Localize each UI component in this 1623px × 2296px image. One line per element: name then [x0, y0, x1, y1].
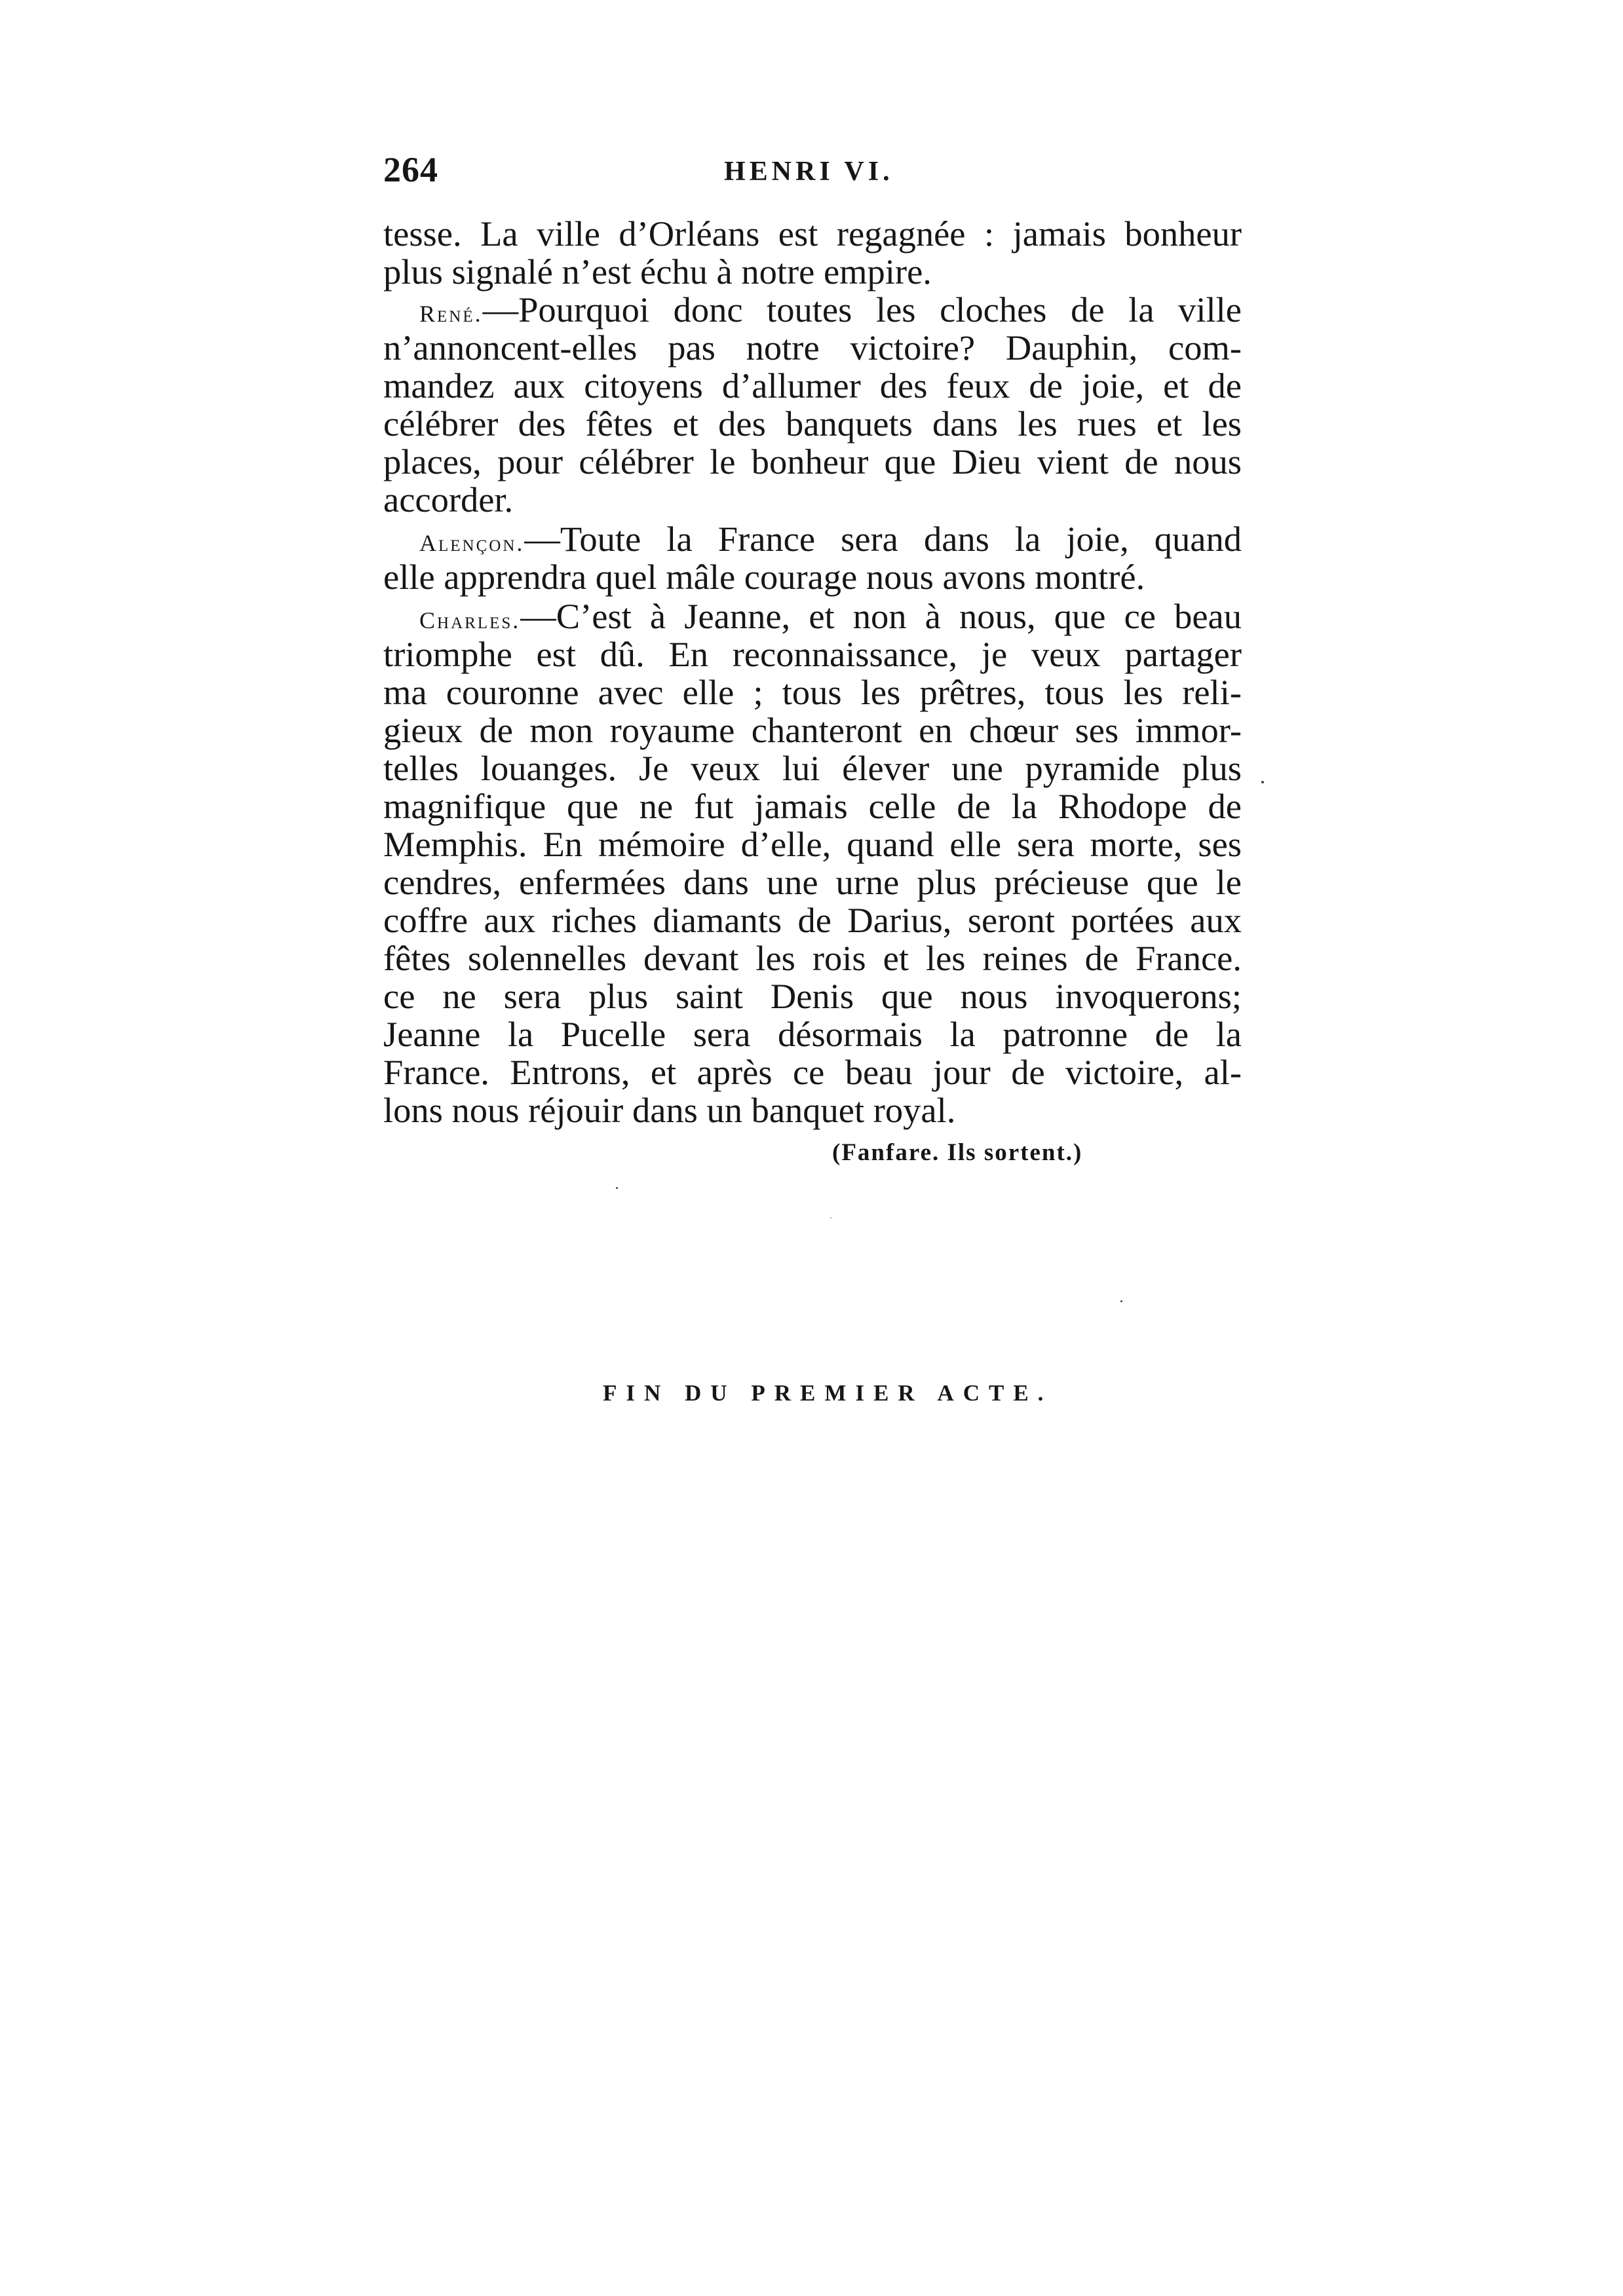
- text-line: France. Entrons, et après ce beau jour de victoire, al-: [383, 1052, 1242, 1092]
- print-speck: [1120, 1300, 1122, 1302]
- speaker-name: Alençon.: [419, 530, 525, 556]
- text-line: lons nous réjouir dans un banquet royal.: [383, 1090, 956, 1130]
- text-line: Jeanne la Pucelle sera désormais la patronne de la: [383, 1014, 1242, 1054]
- text-line: triomphe est dû. En reconnaissance, je veux partager: [383, 634, 1242, 674]
- text-line: fêtes solennelles devant les rois et les reines de France.: [383, 938, 1242, 978]
- text-line: ma couronne avec elle ; tous les prêtres, tous les reli-: [383, 672, 1242, 712]
- text-line: plus signalé n’est échu à notre empire.: [383, 252, 932, 292]
- text-line: magnifique que ne fut jamais celle de la Rhodope de: [383, 786, 1242, 826]
- text-line: mandez aux citoyens d’allumer des feux de joie, et de: [383, 366, 1242, 405]
- page-number: 264: [383, 150, 438, 189]
- text-line: accorder.: [383, 480, 514, 519]
- speech-first-line-rene: [419, 291, 1242, 333]
- speech-text: —C’est à Jeanne, et non à nous, que ce beau: [520, 596, 1242, 636]
- speech-first-line-alencon: [419, 520, 1242, 562]
- text-line: cendres, enfermées dans une urne plus précieuse que le: [383, 862, 1242, 902]
- text-line: gieux de mon royaume chanteront en chœur ses immor-: [383, 710, 1242, 750]
- text-line: elle apprendra quel mâle courage nous avons montré.: [383, 557, 1145, 597]
- text-line: ce ne sera plus saint Denis que nous invoquerons;: [383, 976, 1242, 1016]
- text-line: coffre aux riches diamants de Darius, seront portées aux: [383, 900, 1242, 940]
- stage-direction: (Fanfare. Ils sortent.): [832, 1139, 1083, 1166]
- print-speck: [830, 1217, 831, 1218]
- speech-text: —Pourquoi donc toutes les cloches de la ville: [482, 290, 1242, 329]
- text-line: Memphis. En mémoire d’elle, quand elle sera morte, ses: [383, 824, 1242, 864]
- speaker-name: René.: [419, 301, 483, 327]
- text-line: célébrer des fêtes et des banquets dans les rues et les: [383, 404, 1242, 443]
- print-speck: [1261, 781, 1264, 783]
- speech-first-line-charles: [419, 597, 1242, 639]
- act-end-caption: FIN DU PREMIER ACTE.: [603, 1380, 1053, 1406]
- print-speck: [616, 1187, 618, 1189]
- text-line: places, pour célébrer le bonheur que Dieu vient de nous: [383, 442, 1242, 481]
- speaker-name: Charles.: [419, 607, 521, 633]
- speech-text: —Toute la France sera dans la joie, quand: [524, 519, 1242, 559]
- running-title: HENRI VI.: [724, 157, 894, 187]
- text-line: n’annoncent-elles pas notre victoire? Dauphin, com-: [383, 328, 1242, 367]
- text-line: tesse. La ville d’Orléans est regagnée : jamais bonheur: [383, 214, 1242, 254]
- text-line: telles louanges. Je veux lui élever une pyramide plus: [383, 748, 1242, 788]
